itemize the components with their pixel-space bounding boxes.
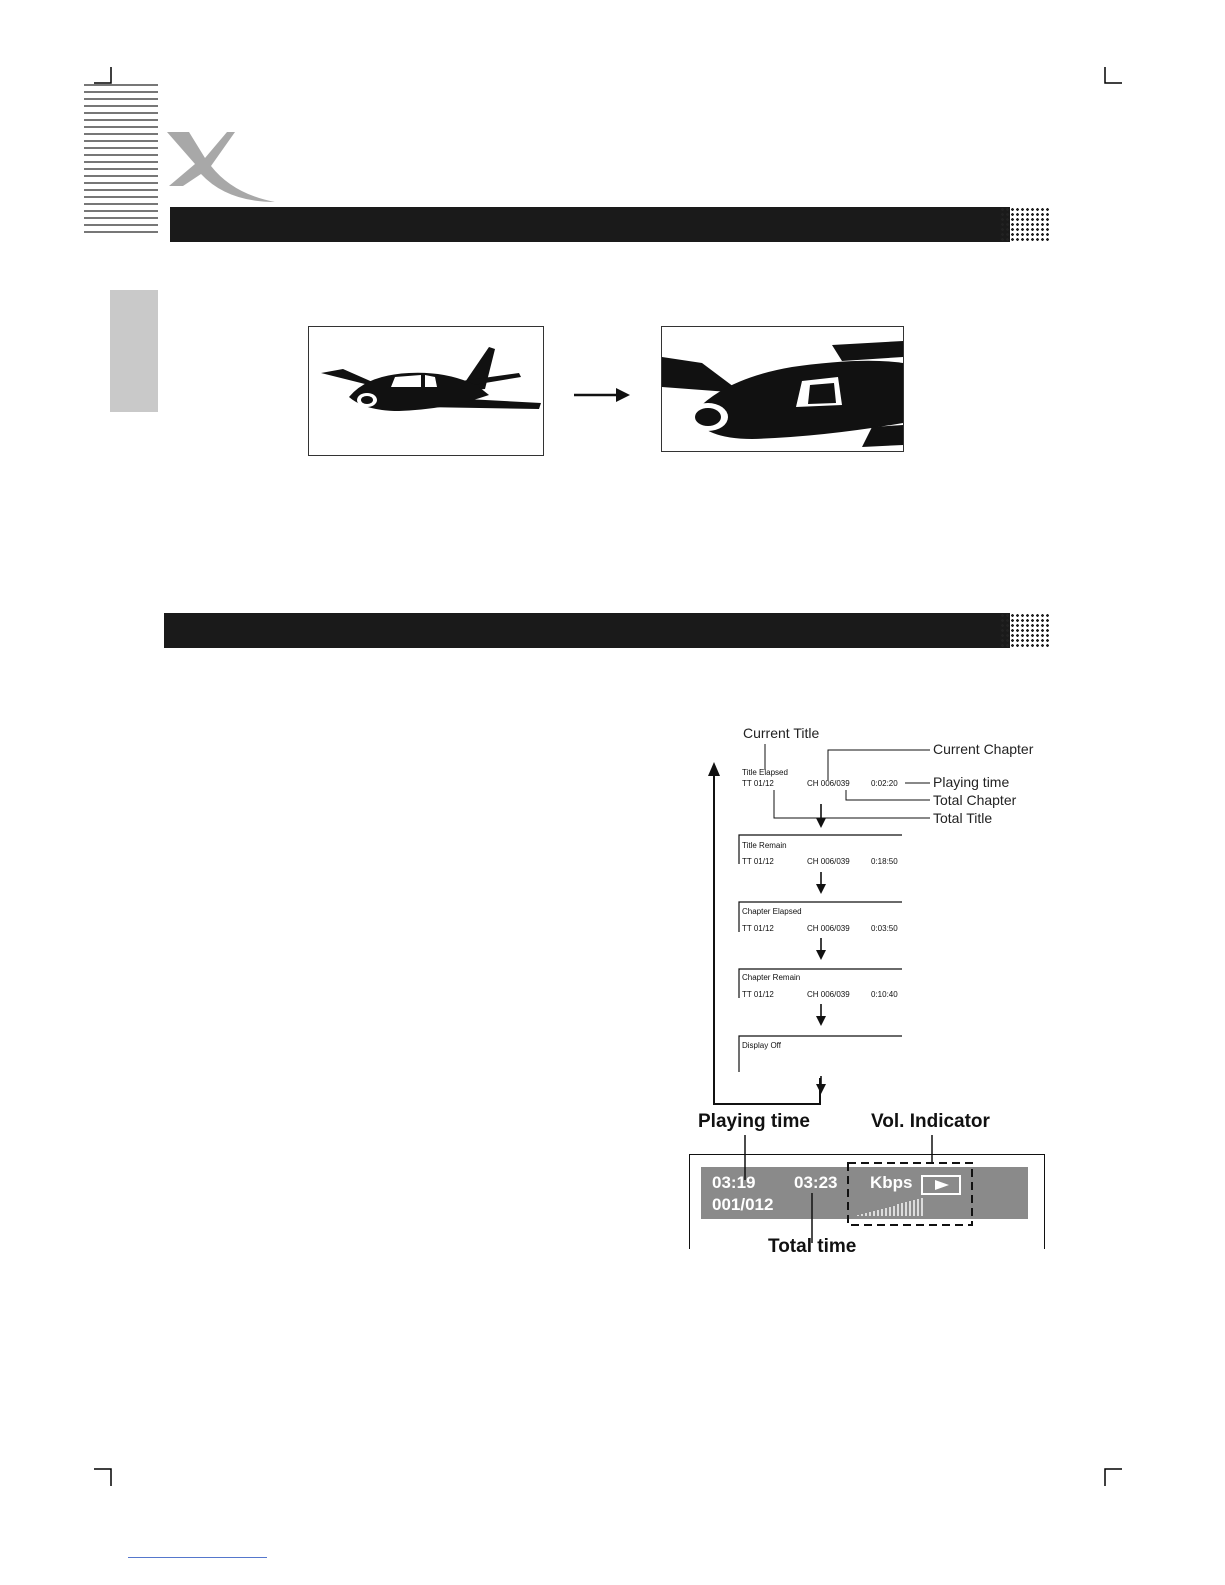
- band-dot-pattern: [1000, 613, 1050, 648]
- airplane-icon: [662, 327, 903, 451]
- arrow-down-icon: [816, 1004, 826, 1026]
- label-vol-indicator: Vol. Indicator: [871, 1111, 990, 1132]
- language-tab: [110, 290, 158, 412]
- osd-time-value: 0:18:50: [871, 857, 898, 866]
- osd-chapter-value: CH 006/039: [807, 924, 850, 933]
- crop-mark-icon: [94, 67, 112, 85]
- crop-mark-icon: [1104, 67, 1122, 85]
- track-counter: 001/012: [712, 1195, 774, 1214]
- osd-mode-label: Chapter Elapsed: [742, 907, 802, 916]
- arrow-down-icon: [816, 938, 826, 960]
- label-playing-time: Playing time: [698, 1111, 810, 1132]
- airplane-icon: [309, 327, 543, 455]
- arrow-right-icon: [572, 386, 632, 404]
- osd-time-value: 0:10:40: [871, 990, 898, 999]
- crop-mark-icon: [1104, 1468, 1122, 1486]
- osd-mode-label: Title Elapsed: [742, 768, 788, 777]
- zoom-after-frame: [661, 326, 904, 452]
- osd-mode-label: Title Remain: [742, 841, 787, 850]
- callout-total-title: Total Title: [933, 810, 993, 826]
- play-icon: [921, 1175, 961, 1195]
- label-total-time: Total time: [768, 1236, 857, 1257]
- osd-chapter-value: CH 006/039: [807, 857, 850, 866]
- arrow-down-icon: [816, 1076, 826, 1094]
- brand-logo: [163, 128, 283, 208]
- osd-chapter-value: CH 006/039: [807, 779, 850, 788]
- callout-current-title: Current Title: [743, 725, 820, 741]
- section-header-band: [170, 207, 1010, 242]
- crop-mark-icon: [94, 1468, 112, 1486]
- band-dot-pattern: [1000, 207, 1050, 242]
- osd-mode-label: Chapter Remain: [742, 973, 801, 982]
- osd-time-value: 0:03:50: [871, 924, 898, 933]
- volume-bars-icon: [856, 1196, 926, 1218]
- osd-time-value: 0:02:20: [871, 779, 898, 788]
- arrow-down-icon: [816, 804, 826, 828]
- osd-title-value: TT 01/12: [742, 990, 774, 999]
- arrow-down-icon: [816, 872, 826, 894]
- callout-playing-time: Playing time: [933, 774, 1010, 790]
- total-time: 03:23: [794, 1173, 838, 1192]
- osd-title-value: TT 01/12: [742, 924, 774, 933]
- osd-title-value: TT 01/12: [742, 779, 774, 788]
- callout-current-chapter: Current Chapter: [933, 741, 1034, 757]
- footer-link-line: [128, 1557, 267, 1558]
- osd-mode-label: Display Off: [742, 1041, 781, 1050]
- zoom-before-frame: [308, 326, 544, 456]
- section-header-band: [164, 613, 1010, 648]
- elapsed-time: 03:19: [712, 1173, 756, 1192]
- callout-total-chapter: Total Chapter: [933, 792, 1017, 808]
- header-stripes: [84, 84, 158, 236]
- bitrate-unit: Kbps: [870, 1173, 913, 1192]
- osd-title-value: TT 01/12: [742, 857, 774, 866]
- osd-chapter-value: CH 006/039: [807, 990, 850, 999]
